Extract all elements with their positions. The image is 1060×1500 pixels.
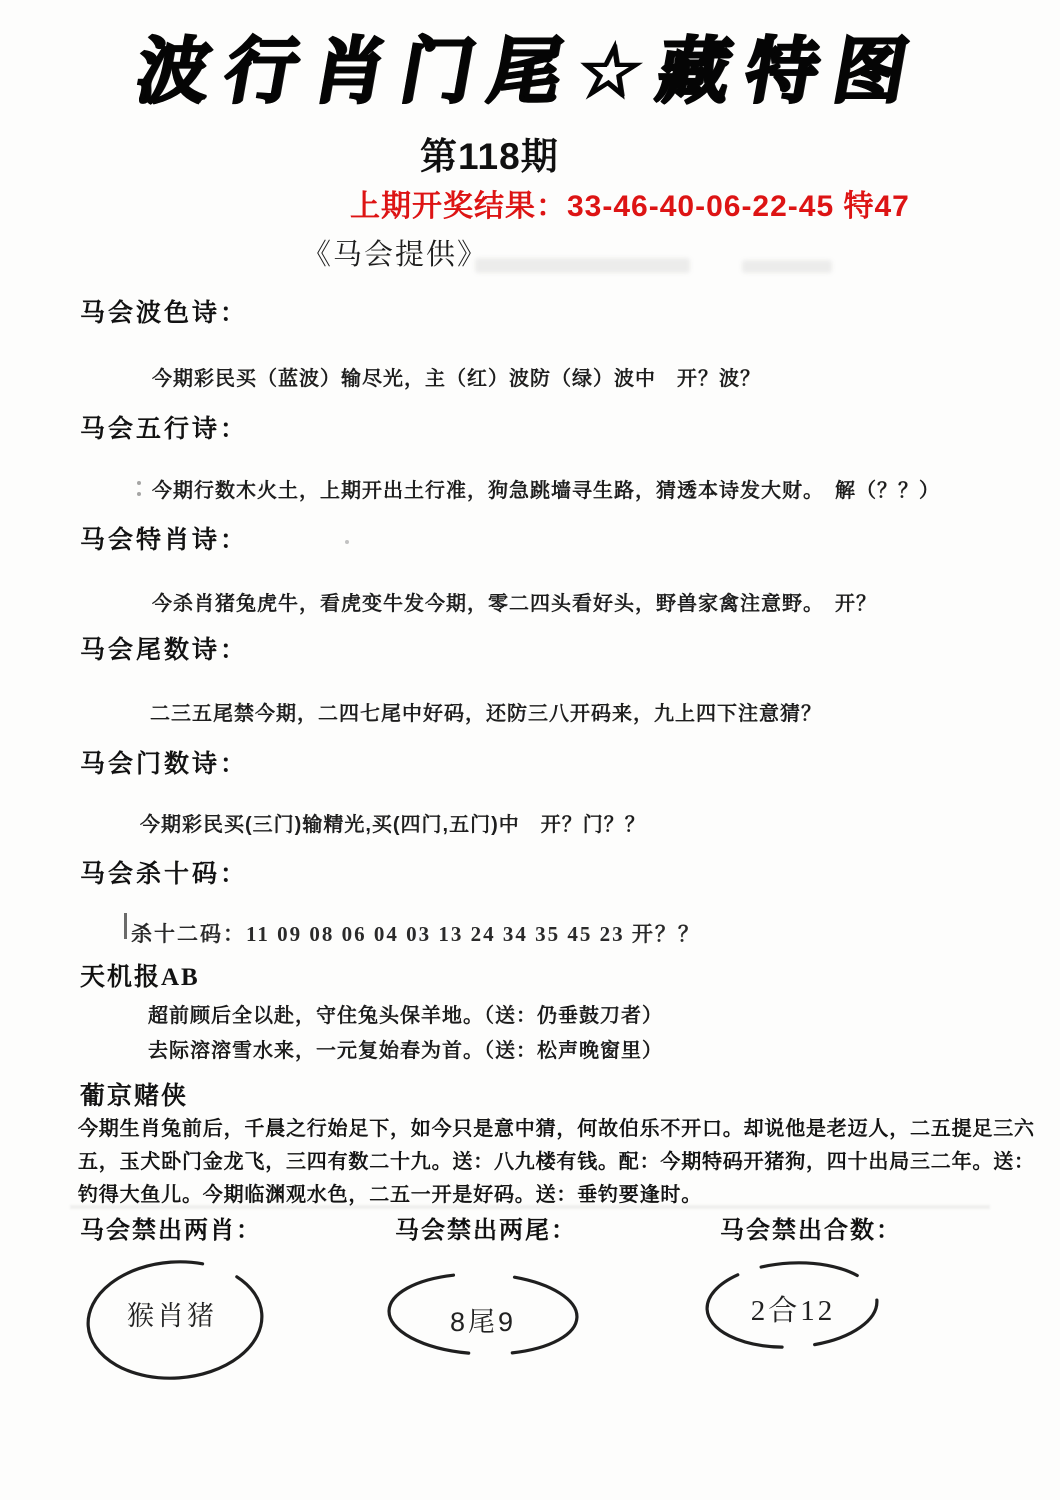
scan-artifact [137,492,141,496]
poem-line-menshu: 今期彩民买(三门)输精光,买(四门,五门)中 开？门？？ [140,814,646,836]
scan-artifact [70,1205,990,1209]
scan-smudge [742,260,832,273]
issue-number: 第118期 [420,136,559,177]
section-heading-wuxing: 马会五行诗： [80,416,249,443]
forbidden-sum-heading: 马会禁出合数： [720,1218,902,1244]
last-draw-result: 上期开奖结果：33-46-40-06-22-45 特47 [350,190,910,223]
pujing-line-3: 钓得大鱼儿。今期临渊观水色，二五一开是好码。送：垂钓要逢时。 [78,1184,702,1206]
poem-line-shama: 杀十二码：11 09 08 06 04 03 13 24 34 35 45 23 开？？ [131,922,701,946]
scan-artifact [345,540,349,544]
poem-line-weishu: 二三五尾禁今期，二四七尾中好码，还防三八开码来，九上四下注意猜？ [150,703,822,725]
section-heading-tianji: 天机报AB [80,964,200,991]
forbidden-tail-value: 8尾9 [449,1307,517,1337]
tianji-line-2: 去际溶溶雪水来，一元复始春为首。（送：松声晚窗里） [148,1040,663,1062]
section-heading-menshu: 马会门数诗： [80,751,249,778]
section-heading-weishu: 马会尾数诗： [80,637,249,664]
forbidden-sum-value: 2合12 [750,1295,836,1327]
forbidden-zodiac-heading: 马会禁出两肖： [80,1218,262,1244]
provider-label: 《马会提供》 [302,239,489,271]
page-title: 波行肖门尾☆藏特图 [130,32,930,112]
tianji-line-1: 超前顾后全以赴，守住兔头保羊地。（送：仍垂鼓刀者） [148,1005,663,1027]
forbidden-zodiac-value: 猴肖猪 [127,1301,217,1331]
poem-line-wuxing: 今期行数木火土，上期开出土行准，狗急跳墙寻生路，猜透本诗发大财。 解（？？） [152,480,940,502]
scan-artifact [137,481,141,485]
pujing-line-1: 今期生肖兔前后，千晨之行始足下，如今只是意中猜，何故伯乐不开口。却说他是老迈人，二五提足三六 [78,1118,1035,1140]
scan-artifact [124,913,127,939]
section-heading-shama: 马会杀十码： [80,861,249,888]
section-heading-bose: 马会波色诗： [80,300,249,327]
section-heading-texiao: 马会特肖诗： [80,527,249,554]
forbidden-tail-heading: 马会禁出两尾： [395,1218,577,1244]
scan-smudge [475,258,690,273]
poem-line-texiao: 今杀肖猪兔虎牛，看虎变牛发今期，零二四头看好头，野兽家禽注意野。 开？ [152,593,877,615]
section-heading-pujing: 葡京赌侠 [80,1083,189,1110]
pujing-line-2: 五，玉犬卧门金龙飞，三四有数二十九。送：八九楼有钱。配：今期特码开猪狗，四十出局三二年。送： [78,1151,1035,1173]
poem-line-bose: 今期彩民买（蓝波）输尽光，主（红）波防（绿）波中 开？波？ [152,368,761,390]
